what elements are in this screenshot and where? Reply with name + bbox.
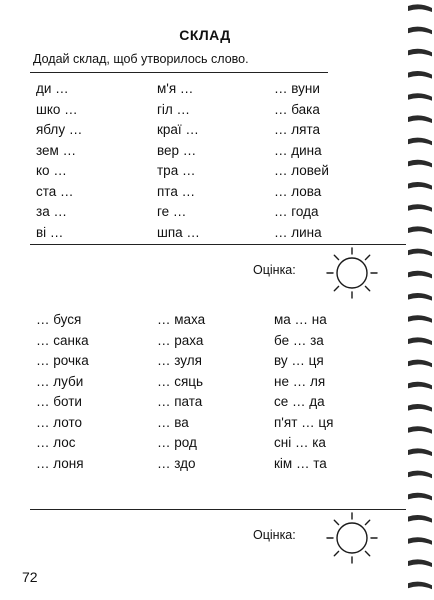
spiral-loop bbox=[408, 337, 432, 345]
syllable-item: ві … bbox=[36, 224, 64, 240]
syllable-item: … ловей bbox=[274, 163, 329, 178]
syllable-item: … раха bbox=[157, 332, 204, 348]
section1-column-2 bbox=[157, 79, 200, 243]
syllable-item: … лоня bbox=[36, 455, 84, 471]
syllable-item: … боти bbox=[36, 394, 82, 409]
syllable-item: … вуни bbox=[274, 81, 320, 96]
divider-top bbox=[30, 72, 328, 73]
spiral-loop bbox=[408, 27, 432, 35]
syllable-item: м'я … bbox=[157, 81, 194, 96]
spiral-loop bbox=[408, 204, 432, 212]
syllable-item: … ва bbox=[157, 414, 189, 430]
syllable-item: … зуля bbox=[157, 353, 202, 368]
syllable-item: … года bbox=[274, 204, 319, 219]
spiral-loop bbox=[408, 293, 432, 301]
spiral-loop bbox=[408, 360, 432, 368]
spiral-loop bbox=[408, 271, 432, 279]
instruction-text: Додай склад, щоб утворилось слово. bbox=[33, 52, 249, 66]
spiral-loop bbox=[408, 315, 432, 323]
syllable-item: ге … bbox=[157, 204, 187, 219]
spiral-loop bbox=[408, 404, 432, 412]
syllable-item: пта … bbox=[157, 183, 196, 199]
spiral-loop bbox=[408, 49, 432, 57]
section1-column-3 bbox=[274, 79, 329, 243]
syllable-item: яблу … bbox=[36, 122, 83, 137]
syllable-item: … пата bbox=[157, 394, 203, 409]
syllable-item: гіл … bbox=[157, 101, 191, 117]
syllable-item: шко … bbox=[36, 101, 78, 117]
syllable-item: … род bbox=[157, 435, 197, 450]
spiral-loop bbox=[408, 4, 432, 12]
sun-icon bbox=[319, 510, 385, 566]
section2-column-1 bbox=[36, 310, 89, 474]
syllable-item: краї … bbox=[157, 122, 199, 137]
syllable-item: … бака bbox=[274, 101, 320, 117]
section2-column-2 bbox=[157, 310, 205, 474]
spiral-loop bbox=[408, 448, 432, 456]
spiral-loop bbox=[408, 537, 432, 545]
spiral-loop bbox=[408, 426, 432, 434]
syllable-item: ди … bbox=[36, 81, 69, 96]
spiral-loop bbox=[408, 160, 432, 168]
syllable-item: тра … bbox=[157, 163, 196, 178]
score-label: Оцінка: bbox=[253, 263, 296, 277]
section1-column-1 bbox=[36, 79, 82, 243]
syllable-item: … лос bbox=[36, 435, 76, 450]
syllable-item: вер … bbox=[157, 142, 197, 158]
spiral-loop bbox=[408, 515, 432, 523]
spiral-loop bbox=[408, 182, 432, 190]
syllable-item: … луби bbox=[36, 373, 84, 389]
spiral-loop bbox=[408, 71, 432, 79]
spiral-loop bbox=[408, 493, 432, 501]
syllable-item: шпа … bbox=[157, 224, 200, 240]
spiral-loop bbox=[408, 226, 432, 234]
syllable-item: зем … bbox=[36, 142, 77, 158]
syllable-item: ста … bbox=[36, 183, 74, 199]
syllable-item: … лото bbox=[36, 414, 83, 430]
syllable-item: … лова bbox=[274, 183, 322, 199]
score-label: Оцінка: bbox=[253, 528, 296, 542]
page-number: 72 bbox=[22, 569, 38, 585]
syllable-item: за … bbox=[36, 204, 67, 219]
syllable-item: ву … ця bbox=[274, 353, 324, 368]
syllable-item: сні … ка bbox=[274, 435, 326, 450]
syllable-item: … рочка bbox=[36, 353, 89, 368]
spiral-loop bbox=[408, 382, 432, 390]
syllable-item: … лина bbox=[274, 224, 322, 240]
syllable-item: кім … та bbox=[274, 455, 327, 471]
spiral-loop bbox=[408, 93, 432, 101]
syllable-item: не … ля bbox=[274, 373, 326, 389]
spiral-loop bbox=[408, 582, 432, 590]
syllable-item: … здо bbox=[157, 455, 196, 471]
spiral-loop bbox=[408, 559, 432, 567]
section2-column-3 bbox=[274, 310, 333, 474]
syllable-item: … санка bbox=[36, 332, 89, 348]
syllable-item: … сяць bbox=[157, 373, 204, 389]
syllable-item: п'ят … ця bbox=[274, 414, 334, 430]
syllable-item: … маха bbox=[157, 312, 206, 327]
syllable-item: се … да bbox=[274, 394, 325, 409]
page-title: СКЛАД bbox=[179, 27, 231, 43]
spiral-loop bbox=[408, 471, 432, 479]
spiral-loop bbox=[408, 138, 432, 146]
spiral-binding bbox=[406, 0, 434, 600]
syllable-item: ма … на bbox=[274, 312, 327, 327]
syllable-item: … дина bbox=[274, 142, 322, 158]
syllable-item: … лята bbox=[274, 122, 320, 137]
syllable-item: … буся bbox=[36, 312, 82, 327]
syllable-item: ко … bbox=[36, 163, 67, 178]
spiral-loop bbox=[408, 115, 432, 123]
syllable-item: бе … за bbox=[274, 332, 324, 348]
sun-icon bbox=[319, 245, 385, 301]
spiral-loop bbox=[408, 249, 432, 257]
